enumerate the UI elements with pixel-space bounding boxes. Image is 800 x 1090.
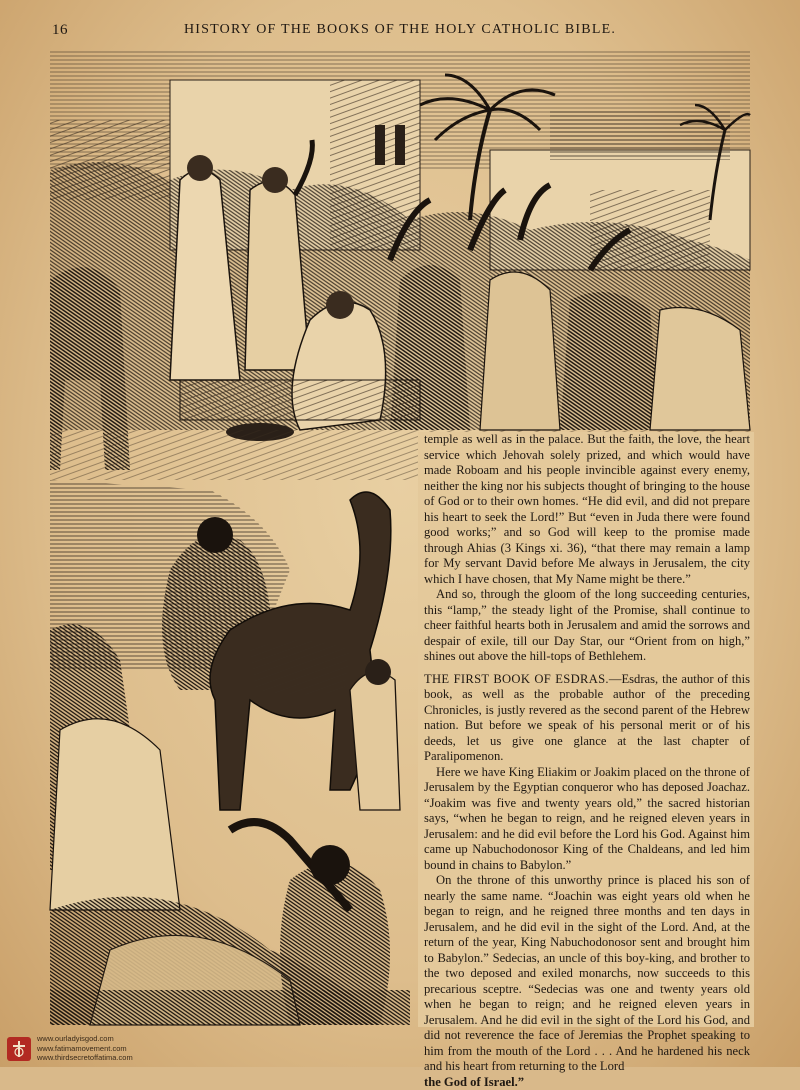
section-title: THE FIRST BOOK OF ESDRAS.: [424, 672, 609, 686]
running-header: HISTORY OF THE BOOKS OF THE HOLY CATHOLIC BIBLE.: [184, 22, 614, 38]
closing-fragment: the God of Israel.”: [424, 1075, 750, 1090]
page-number: 16: [52, 22, 68, 39]
watermark-link[interactable]: www.ourladyisgod.com: [37, 1034, 133, 1044]
section-paragraph-1: [424, 672, 750, 765]
section-paragraph-1-text: —Esdras, the author of this book, as well as the probable author of the preceding Chronicles, is justly revered as the second parent of the Hebrew nation. But before we speak of his personal merit or of his deeds, let us give one glance at the last chapter of Paralipomenon.: [424, 672, 750, 764]
paragraph-1: temple as well as in the palace. But the faith, the love, the heart service which Jehovah solely prized, and which would have made Roboam and his people invincible against every enemy, neither the king nor his subjects thought of bringing to the house of God or to their own homes. “He did evil, and did not prepare his heart to seek the Lord!” But “even in Juda there were found good works;” and so God will keep to the promise made through Ahias (3 Kings xi. 36), “that there may remain a lamp for My servant David before Me always in Jerusalem, the city which I have chosen, that My Name might be there.”: [424, 432, 750, 587]
section-paragraph-3: On the throne of this unworthy prince is placed his son of nearly the same name. “Joachin was eight years old when he began to reign, and he reigned three months and ten days in Jerusalem, and he did evil in the sight of the Lord. And, at the return of the year, King Nabuchodonosor sent and brought him to Babylon.” Sedecias, an uncle of this boy-king, and brother to the two deposed and exiled monarchs, now succeeds to this precarious sceptre. “Sedecias was one and twenty years old when he began to reign; and he reigned eleven years in Jerusalem. And he did evil in the sight of the Lord his God, and did not reverence the face of Jeremias the Prophet speaking to him from the mouth of the Lord . . . And he hardened his neck and his heart from returning to the Lord: [424, 873, 750, 1075]
article-text-column: [418, 432, 754, 1027]
section-paragraph-2: Here we have King Eliakim or Joakim placed on the throne of Jerusalem by the Egyptian conqueror who has deposed Joachaz. “Joakim was five and twenty years old,” the sacred historian says, “when he began to reign, and he reigned eleven years in Jerusalem: and he did evil before the Lord his God. Against him came up Nabuchodonosor King of the Chaldeans, and led him bound in chains to Babylon.”: [424, 765, 750, 874]
watermark-link[interactable]: www.fatimamovement.com: [37, 1044, 133, 1054]
fatima-seal-icon: [6, 1036, 32, 1062]
watermark: [6, 1032, 206, 1064]
paragraph-2: And so, through the gloom of the long succeeding centuries, this “lamp,” the steady light of the Promise, shall continue to cheer faithful hearts both in Jerusalem and amid the sorrows and despair of exile, till our Day Star, our “Orient from on high,” shines out above the hill-tops of Bethlehem.: [424, 587, 750, 665]
watermark-link[interactable]: www.thirdsecretoffatima.com: [37, 1053, 133, 1063]
watermark-links: [37, 1034, 133, 1063]
